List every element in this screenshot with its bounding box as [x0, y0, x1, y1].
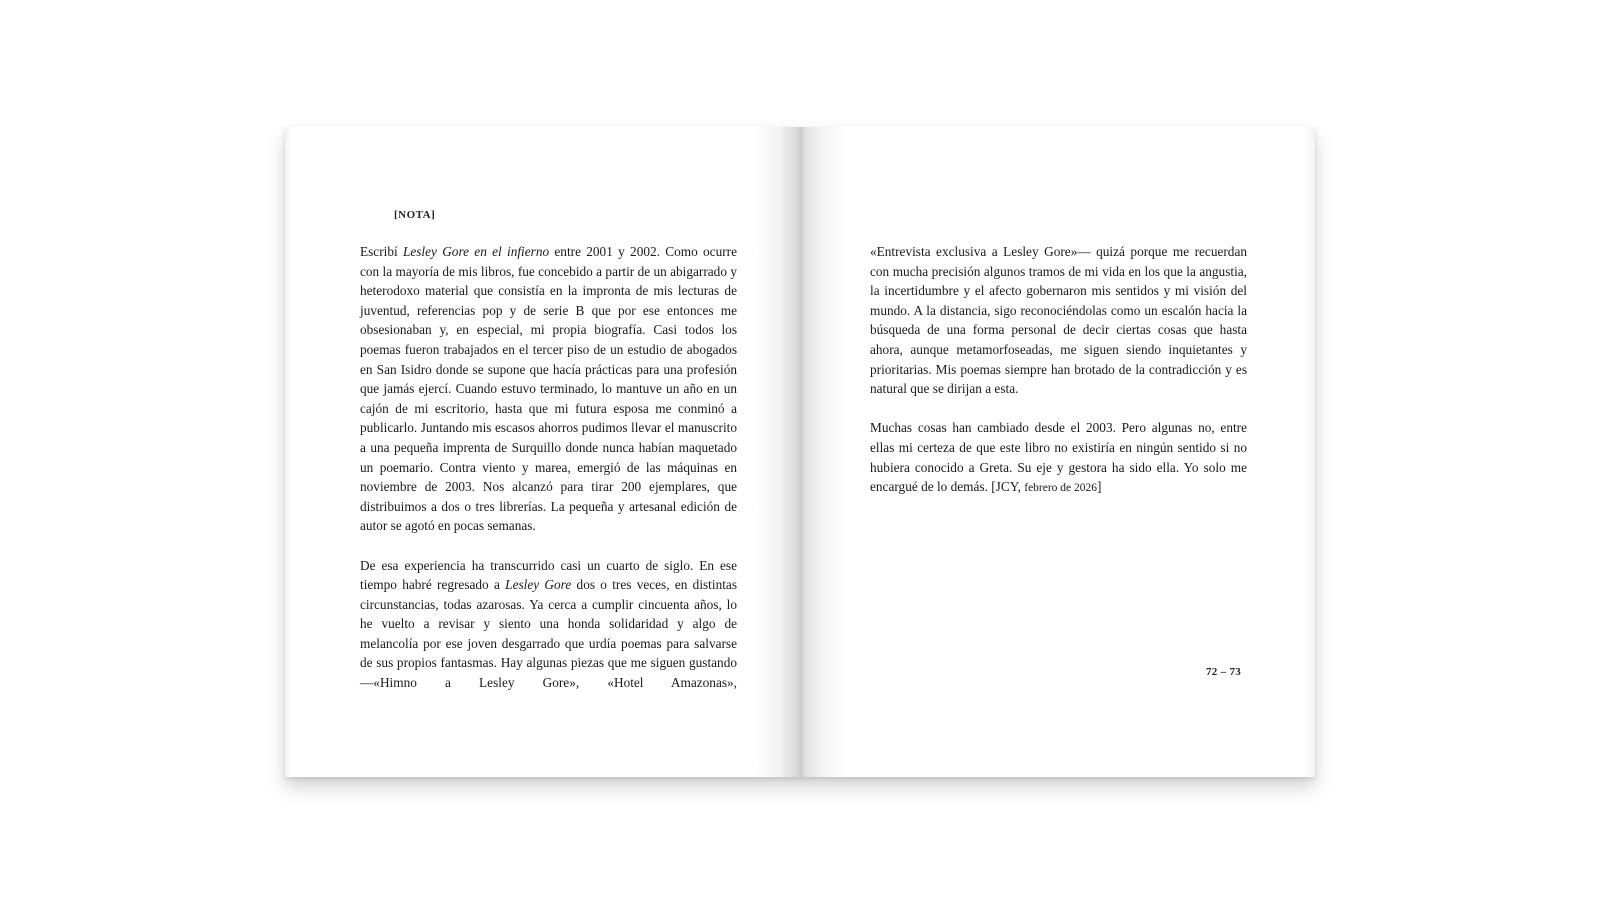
- text-run: De esa experiencia ha transcurrido casi un cuarto de siglo. En ese tiempo habré regresado a: [360, 557, 737, 593]
- section-heading: [NOTA]: [394, 209, 436, 221]
- book-title: Lesley Gore en el infierno: [402, 244, 550, 259]
- paragraph: [870, 418, 1247, 498]
- paragraph: [360, 242, 737, 536]
- text-run: Muchas cosas han cambiado desde el 2003. Pero algunas no, entre ellas mi certeza de que este libro no existiría en ningún sentido si no hubiera conocido a Greta. Su eje y gestora ha sido ella. Yo solo me encargué de lo demás. [JCY,: [870, 420, 1247, 495]
- text-run: Escribí: [360, 244, 403, 259]
- right-page: [800, 127, 1315, 777]
- text-run: dos o tres veces, en distintas circunstancias, todas azarosas. Ya cerca a cumplir cincuenta años, lo he vuelto a revisar y siento una honda solidaridad y algo de melancolía por ese joven desgarrado que urdía poemas para salvarse de sus propios fantasmas. Hay algunas piezas que me siguen gustando —«Himno a Lesley Gore», «Hotel Amazonas»,: [360, 577, 737, 691]
- paragraph: [360, 556, 737, 693]
- left-page-body: [360, 242, 737, 693]
- book-title: Lesley Gore: [505, 577, 572, 593]
- paragraph: «Entrevista exclusiva a Lesley Gore»— quizá porque me recuerdan con mucha precisión algunos tramos de mi vida en los que la angustia, la incertidumbre y el afecto gobernaron mis sentidos y mi visión del mundo. A la distancia, sigo reconociéndolas como un escalón hacia la búsqueda de una forma personal de decir ciertas cosas que hasta ahora, aunque metamorfoseadas, me siguen siendo inquietantes y prioritarias. Mis poemas siempre han brotado de la contradicción y es natural que se dirijan a esta.: [870, 244, 1247, 397]
- page-numbers: 72 – 73: [1206, 666, 1242, 678]
- right-page-body: [870, 242, 1247, 499]
- text-run: entre 2001 y 2002. Como ocurre con la mayoría de mis libros, fue concebido a partir de un abigarrado y heterodoxo material que consistía en la impronta de mis lecturas de juventud, referencias pop y de serie B que por ese entonces me obsesionaban y, en especial, mi propia biografía. Casi todos los poemas fueron trabajados en el tercer piso de un estudio de abogados en San Isidro donde se supone que hacía prácticas para una profesión que jamás ejercí. Cuando estuvo terminado, lo mantuve un año en un cajón de mi escritorio, hasta que mi futura esposa me conminó a publicarlo. Juntando mis escasos ahorros pudimos llevar el manuscrito a una pequeña imprenta de Surquillo donde nunca habían maquetado un poemario. Contra viento y marea, emergió de las máquinas en noviembre de 2003. Nos alcanzó para tirar 200 ejemplares, que distribuimos a dos o tres librerías. La pequeña y artesanal edición de autor se agotó en pocas semanas.: [360, 244, 737, 534]
- signature-date: febrero de 2026: [1024, 482, 1098, 495]
- left-page: [285, 127, 800, 777]
- text-run: ]: [1097, 479, 1102, 495]
- open-book-spread: [285, 127, 1315, 777]
